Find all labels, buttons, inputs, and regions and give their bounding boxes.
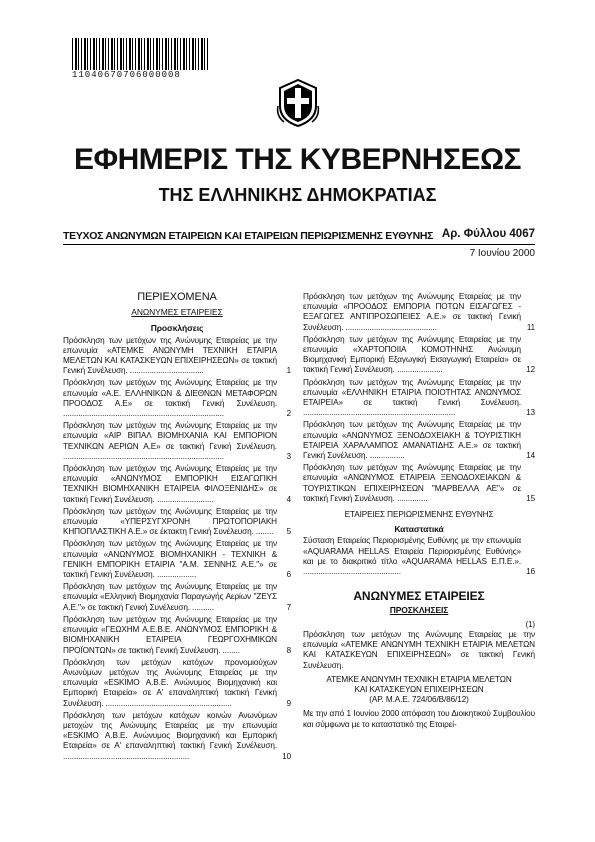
issue-date: 7 Ιουνίου 2000 xyxy=(469,248,535,259)
contents-entry: Πρόσκληση των μετόχων της Ανώνυμης Εταιρείας με την επωνυμία «ΑΙΡ ΒΙΠΑΛ ΒΙΟΜΗΧΑΝΙΑ ΚΑΙ ΕΜΠΟΡΙΟΝ ΤΕΧΝΙΚΩΝ ΑΕΡΙΩΝ Α.Ε» σε τακτική Γενική Συνέλευση. .......................................................................... 3 xyxy=(63,421,291,461)
contents-entry: Πρόσκληση των μετόχων της Ανώνυμης Εταιρείας με την επωνυμία «ΕΛΛΗΝΙΚΗ ΕΤΑΙΡΙΑ ΠΟΙΟΤΗΤΑΣ ΑΝΩΝΥΜΟΣ ΕΤΑΙΡΕΙΑ» σε τακτική Γενική Συνέλευση. ...................................................................... 13 xyxy=(303,377,535,418)
contents-entry: Πρόσκληση των μετόχων της Ανώνυμης Εταιρείας με την επωνυμία «ΑΝΩΝΥΜΟΣ ΕΜΠΟΡΙΚΗ ΕΙΣΑΓΩΓΙΚΗ ΤΕΧΝΙΚΗ ΒΙΟΜΗΧΑΝΙΚΗ ΕΤΑΙΡΕΙΑ ΦΙΛΟΞΕΝΙΔΗΣ» σε τακτική Γενική Συνέλευση. .......................... 4 xyxy=(63,464,291,504)
contents-left-column xyxy=(63,292,291,764)
gazette-subtitle: ΤΗΣ ΕΛΛΗΝΙΚΗΣ ΔΗΜΟΚΡΑΤΙΑΣ xyxy=(158,185,437,205)
contents-subsection-statutes: Καταστατικά xyxy=(394,524,444,535)
gazette-title: ΕΦΗΜΕΡΙΣ ΤΗΣ ΚΥΒΕΡΝΗΣΕΩΣ xyxy=(73,143,522,176)
coat-of-arms-emblem xyxy=(276,76,320,128)
header-rule xyxy=(63,244,535,245)
sheet-value: 4067 xyxy=(509,228,535,240)
contents-section-epe: ΕΤΑΙΡΕΙΕΣ ΠΕΡΙΩΡΙΣΜΕΝΗΣ ΕΥΘΥΝΗΣ xyxy=(344,510,494,520)
contents-subsection-invitations: Προσκλήσεις xyxy=(150,323,204,334)
barcode xyxy=(72,38,208,70)
contents-entry: Πρόσκληση των μετόχων της Ανώνυμης Εταιρείας με την επωνυμία «ΓΕΩΧΗΜ Α.Ε.Β.Ε. ΑΝΩΝΥΜΟΣ ΕΜΠΟΡΙΚΗ & ΒΙΟΜΗΧΑΝΙΚΗ ΕΤΑΙΡΕΙΑ ΓΕΩΡΓΟΧΗΜΙΚΩΝ ΠΡΟΪΟΝΤΩΝ» σε τακτική Γενική Συνέλευση. ........ 8 xyxy=(63,614,291,655)
contents-entry: Πρόσκληση των μετόχων της Ανώνυμης Εταιρείας με την επωνυμία «Α.Ε. ΕΛΛΗΝΙΚΩΝ & ΔΙΕΘΝΩΝ ΜΕΤΑΦΟΡΩΝ ΠΡΟΟΔΟΣ Α.Ε» σε τακτική Γενική Συνέλευση. .......................................................................... 2 xyxy=(63,378,291,419)
sheet-label: Αρ. Φύλλου xyxy=(441,228,507,240)
contents-right-column xyxy=(303,292,535,734)
company-name-line2: ΚΑΙ ΚΑΤΑΣΚΕΥΩΝ ΕΠΙΧΕΙΡΗΣΕΩΝ xyxy=(354,684,484,694)
invitation-intro: Πρόσκληση των μετόχων της Ανώνυμης Εταιρείας με την επωνυμία «ΑΤΕΜΚΕ ΑΝΩΝΥΜΗ ΤΕΧΝΙΚΗ ΕΤΑΙΡΙΑ ΜΕΛΕΤΩΝ ΚΑΙ ΚΑΤΑΣΚΕΥΩΝ ΕΠΙΧΕΙΡΗΣΕΩΝ» σε τακτική Γενική Συνέλευση. xyxy=(303,629,535,670)
contents-entry: Σύσταση Εταιρείας Περιορισμένης Ευθύνης με την επωνυμία «AQUARAMA HELLAS Εταιρεία Περιορισμένης Ευθύνης» και με το διακριτικό τίτλο «AQUARAMA HELLAS Ε.Π.Ε.». ............................................. 16 xyxy=(303,536,535,577)
contents-entry: Πρόσκληση των μετόχων της Ανώνυμης Εταιρείας με την επωνυμία «ΑΝΩΝΥΜΟΣ ΒΙΟΜΗΧΑΝΙΚΗ - ΤΕΧΝΙΚΗ & ΓΕΝΙΚΗ ΕΜΠΟΡΙΚΗ ΕΤΑΙΡΙΑ "Α.Μ. ΣΕΝΝΗΣ Α.Ε."» σε τακτική Γενική Συνέλευση. .................. 6 xyxy=(63,539,291,580)
barcode-number: 11040670706000008 xyxy=(72,70,181,80)
body-section-heading: ΑΝΩΝΥΜΕΣ ΕΤΑΙΡΕΙΕΣ xyxy=(353,589,485,604)
invitation-body-text: Με την από 1 Ιουνίου 2000 απόφαση του Διοικητικού Συμβουλίου και σύμφωνα με το καταστατικό της Εταιρεί- xyxy=(303,709,535,729)
contents-section-ae: ΑΝΩΝΥΜΕΣ ΕΤΑΙΡΕΙΕΣ xyxy=(131,307,223,318)
body-subheading: ΠΡΟΣΚΛΗΣΕΙΣ xyxy=(389,605,449,616)
contents-heading: ΠΕΡΙΕΧΟΜΕΝΑ xyxy=(137,291,217,303)
contents-entry: Πρόσκληση των μετόχων της Ανώνυμης Εταιρείας με την επωνυμία «ΧΑΡΤΟΠΟΙΙΑ ΚΟΜΟΤΗΝΗΣ Ανώνυμη Βιομηχανική Εμπορική Εξαγωγική Εισαγωγική Εταιρεία» σε τακτική Γενική Συνέλευση. ..................... 12 xyxy=(303,334,535,375)
item-number: (1) xyxy=(525,619,535,629)
sheet-number xyxy=(442,228,535,240)
company-name-line1: ΑΤΕΜΚΕ ΑΝΩΝΥΜΗ ΤΕΧΝΙΚΗ ΕΤΑΙΡΙΑ ΜΕΛΕΤΩΝ xyxy=(326,674,512,684)
contents-entry: Πρόσκληση των μετόχων της Ανώνυμης Εταιρείας με την επωνυμία «Ελληνική Βιομηχανία Παραγωγής Αερίων "ΖΕΥΣ Α.Ε."» σε τακτική Γενική Συνέλευση. .......... 7 xyxy=(63,582,291,612)
issue-type: ΤΕΥΧΟΣ ΑΝΩΝΥΜΩΝ ΕΤΑΙΡΕΙΩΝ ΚΑΙ ΕΤΑΙΡΕΙΩΝ ΠΕΡΙΩΡΙΣΜΕΝΗΣ ΕΥΘΥΝΗΣ xyxy=(63,230,434,242)
contents-entry: Πρόσκληση των μετόχων της Ανώνυμης Εταιρείας με την επωνυμία «ΑΤΕΜΚΕ ΑΝΩΝΥΜΗ ΤΕΧΝΙΚΗ ΕΤΑΙΡΙΑ ΜΕΛΕΤΩΝ ΚΑΙ ΚΑΤΑΣΚΕΥΩΝ ΕΠΙΧΕΙΡΗΣΕΩΝ» σε τακτική Γενική Συνέλευση. .................................. 1 xyxy=(63,335,291,376)
contents-entry: Πρόσκληση των μετόχων της Ανώνυμης Εταιρείας με την επωνυμία «ΥΠΕΡΣΥΓΧΡΟΝΗ ΠΡΩΤΟΠΟΡΙΑΚΗ ΚΗΠΟΠΛΑΣΤΙΚΗ Α.Ε.» σε έκτακτη Γενική Συνέλευση. ........ 5 xyxy=(63,506,291,537)
contents-entry: Πρόσκληση των μετόχων της Ανώνυμης Εταιρείας με την επωνυμία «ΑΝΩΝΥΜΟΣ ΕΤΑΙΡΕΙΑ ΞΕΝΟΔΟΧΕΙΑΚΩΝ & ΤΟΥΡΙΣΤΙΚΩΝ ΕΠΙΧΕΙΡΗΣΕΩΝ "ΜΑΡΒΕΛΛΑ ΑΕ"» σε τακτική Γενική Συνέλευση. .............. 15 xyxy=(303,463,535,503)
contents-entry: Πρόσκληση των μετόχων κατόχων κοινών Ανωνύμων μετοχών της Ανώνυμης Εταιρείας με την επωνυμία «ESKIMO Α.Β.Ε. Ανώνυμος Βιομηχανική και Εμπορική Εταιρεία» σε Α' επαναληπτική τακτική Γενική Συνέλευση. .......................................................... 10 xyxy=(63,710,291,761)
contents-entry: Πρόσκληση των μετόχων της Ανώνυμης Εταιρείας με την επωνυμία «ΑΝΩΝΥΜΟΣ ΞΕΝΟΔΟΧΕΙΑΚΗ & ΤΟΥΡΙΣΤΙΚΗ ΕΤΑΙΡΕΙΑ ΧΑΡΑΛΑΜΠΟΣ ΑΜΑΝΑΤΙΔΗΣ Α.Ε.» σε τακτική Γενική Συνέλευση. ................ 14 xyxy=(303,420,535,461)
contents-entry: Πρόσκληση των μετόχων της Ανώνυμης Εταιρείας με την επωνυμία «ΠΡΟΟΔΟΣ ΕΜΠΟΡΙΑ ΠΟΤΩΝ ΕΙΣΑΓΩΓΕΣ - ΕΞΑΓΩΓΕΣ ΑΝΤΙΠΡΟΣΩΠΕΙΕΣ Α.Ε.» σε τακτική Γενική Συνέλευση. .......................................... 11 xyxy=(303,292,535,332)
company-registration: (ΑΡ. Μ.Α.Ε. 724/06/Β/86/12) xyxy=(369,695,469,705)
contents-entry: Πρόσκληση των μετόχων κατόχων προνομιούχων Ανωνύμων μετόχων της Ανώνυμης Εταιρείας με την επωνυμία «ESKIMO Α.Β.Ε. Ανώνυμος Βιομηχανική και Εμπορική Εταιρεία» σε Α' επαναληπτική τακτική Γενική Συνέλευση. .......................................................... 9 xyxy=(63,657,291,708)
